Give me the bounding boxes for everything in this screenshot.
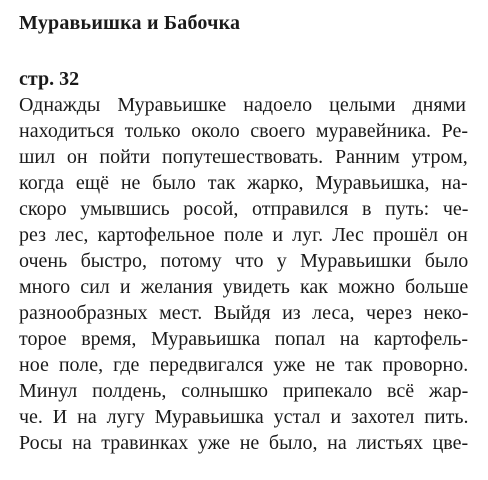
text-line: находиться только около своего муравейника. Ре- — [19, 120, 469, 142]
page-reference: стр. 32 — [19, 68, 80, 90]
text-line: торое время, Муравьишка попал на картофель- — [19, 328, 469, 350]
text-line: ное поле, где передвигался уже не так проворно. — [19, 354, 469, 376]
text-line: Минул полдень, солнышко припекало всё жар- — [19, 380, 469, 402]
text-line: разнообразных мест. Выйдя из леса, через неко- — [19, 302, 469, 324]
text-line: шил он пойти попутешествовать. Ранним утром, — [19, 146, 468, 168]
text-line: много сил и желания увидеть как можно больше — [19, 276, 469, 298]
text-line: рез лес, картофельное поле и луг. Лес прошёл он — [19, 224, 468, 246]
text-line: Росы на травинках уже не было, на листьях цве- — [19, 432, 469, 454]
story-title: Муравьишка и Бабочка — [19, 12, 241, 34]
text-line: че. И на лугу Муравьишка устал и захотел пить. — [19, 406, 469, 428]
text-line: когда ещё не было так жарко, Муравьишка, на- — [19, 172, 468, 194]
text-line: Однажды Муравьишке надоело целыми днями — [19, 94, 466, 116]
text-line: скоро умывшись росой, отправился в путь: че- — [19, 198, 469, 220]
text-line: очень быстро, потому что у Муравьишки было — [19, 250, 469, 272]
